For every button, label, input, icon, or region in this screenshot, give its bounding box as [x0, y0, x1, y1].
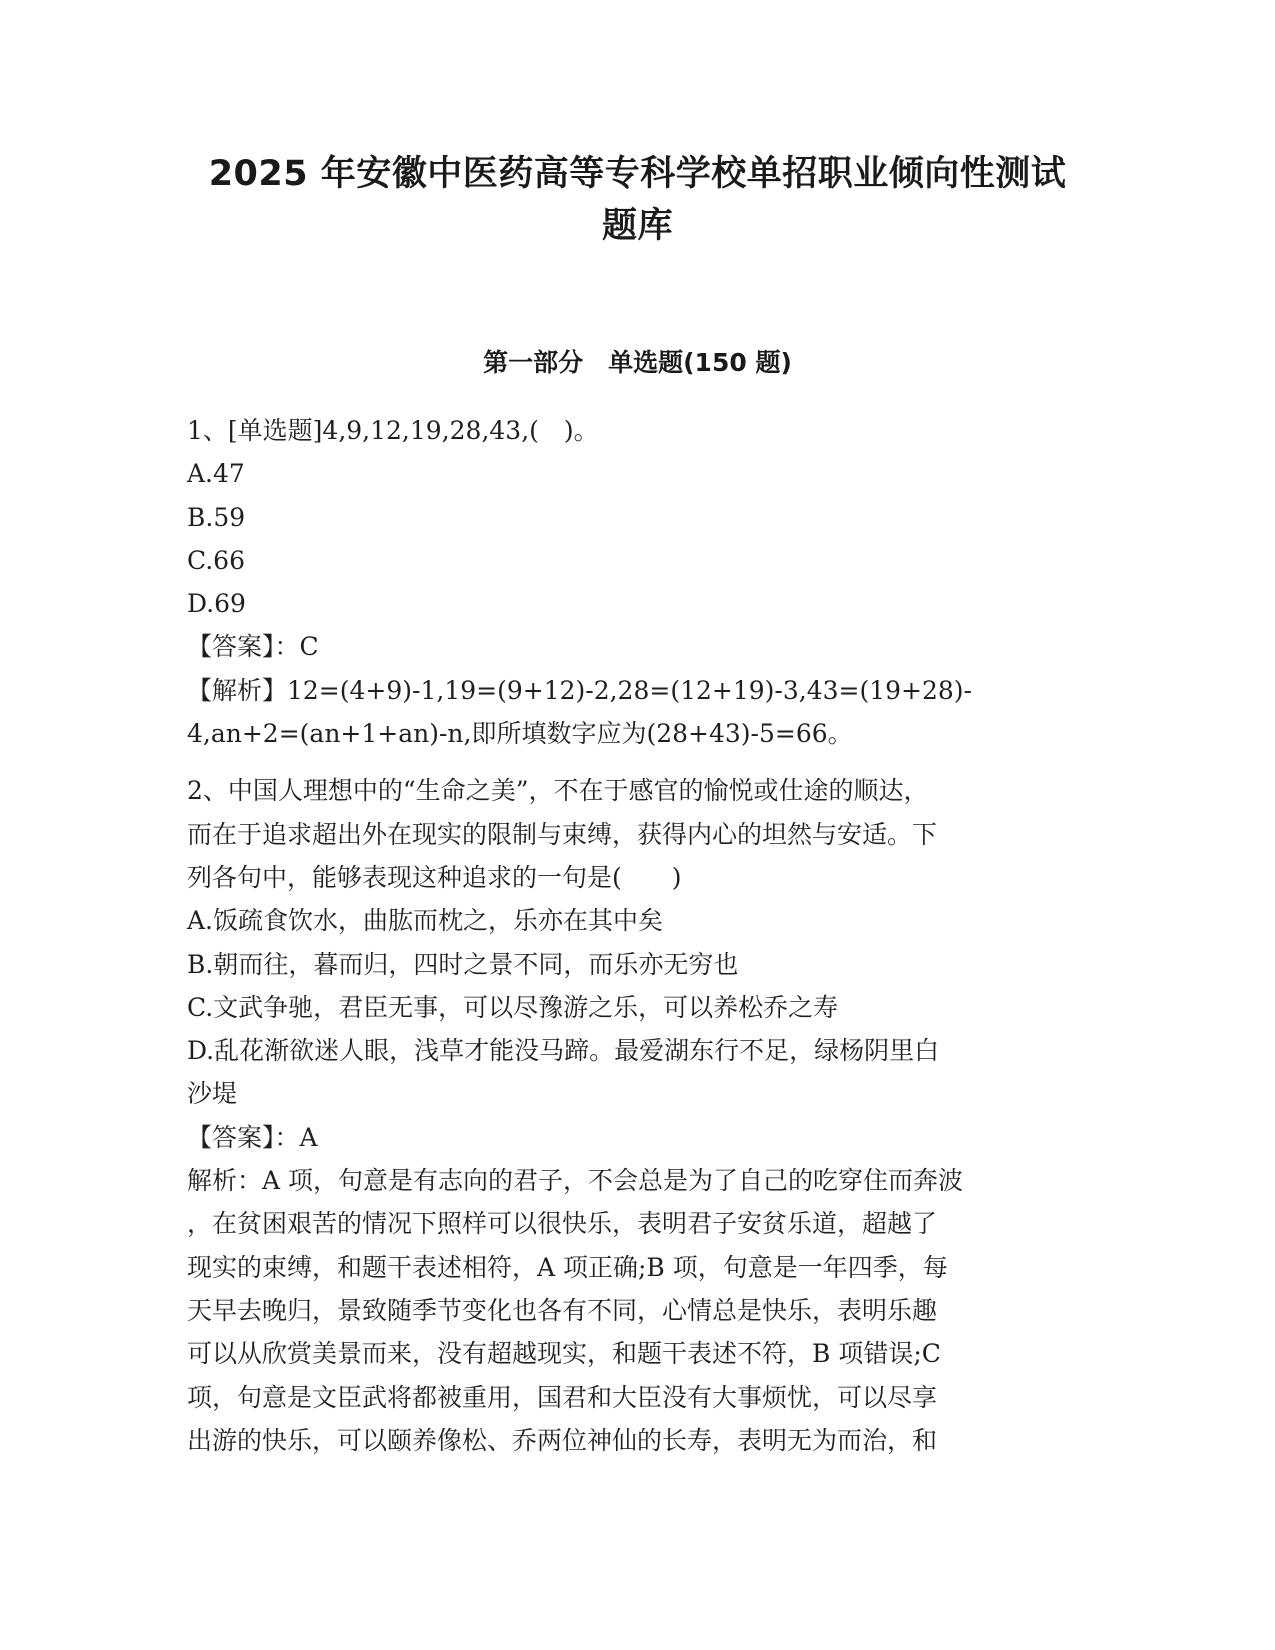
question-2-explanation-line: 项，句意是文臣武将都被重用，国君和大臣没有大事烦忧，可以尽享 [187, 1382, 938, 1412]
question-1-stem: 1、[单选题]4,9,12,19,28,43,( )。 [187, 416, 599, 445]
question-2-option-d: D.乱花渐欲迷人眼，浅草才能没马蹄。最爱湖东行不足，绿杨阴里白 [187, 1036, 940, 1066]
question-list [187, 409, 1087, 1462]
question-2-explanation-line: 现实的束缚，和题干表述相符，A 项正确;B 项，句意是一年四季，每 [187, 1252, 948, 1282]
question-2-stem-line: 而在于追求超出外在现实的限制与束缚，获得内心的坦然与安适。下 [187, 819, 938, 849]
document-title-line-1: 2025 年安徽中医药高等专科学校单招职业倾向性测试 [208, 154, 1067, 194]
question-1-explanation-line: 【解析】12=(4+9)-1,19=(9+12)-2,28=(12+19)-3,43=(19+28)- [187, 675, 972, 705]
question-2-option-b: B.朝而往，暮而归，四时之景不同，而乐亦无穷也 [187, 949, 739, 979]
question-2-stem-line: 列各句中，能够表现这种追求的一句是( ) [187, 862, 682, 892]
question-1-option-b: B.59 [187, 502, 246, 532]
question-1 [187, 409, 1087, 755]
question-separator [187, 755, 1087, 769]
question-2-explanation-line: 解析：A 项，句意是有志向的君子，不会总是为了自己的吃穿住而奔波 [187, 1166, 964, 1196]
document-title [140, 148, 1135, 252]
question-2-option-d-continued: 沙堤 [187, 1079, 238, 1109]
question-2-option-c: C.文武争驰，君臣无事，可以尽豫游之乐，可以养松乔之寿 [187, 992, 839, 1022]
question-1-explanation-line: 4,an+2=(an+1+an)-n,即所填数字应为(28+43)-5=66。 [187, 719, 853, 749]
question-1-option-a: A.47 [187, 459, 245, 489]
question-1-answer: 【答案】：C [187, 632, 319, 662]
question-2-explanation-line: 天早去晚归，景致随季节变化也各有不同，心情总是快乐，表明乐趣 [187, 1295, 938, 1325]
question-2-answer: 【答案】：A [187, 1122, 318, 1152]
question-2-option-a: A.饭疏食饮水，曲肱而枕之，乐亦在其中矣 [187, 906, 664, 936]
question-2-explanation-line: 可以从欣赏美景而来，没有超越现实，和题干表述不符，B 项错误;C [187, 1339, 941, 1369]
question-2-explanation-line: ，在贫困艰苦的情况下照样可以很快乐，表明君子安贫乐道，超越了 [187, 1209, 938, 1239]
section-heading: 第一部分 单选题(150 题) [483, 348, 792, 377]
document-title-line-2: 题库 [601, 206, 673, 246]
question-1-option-c: C.66 [187, 545, 245, 575]
question-2-explanation-line: 出游的快乐，可以颐养像松、乔两位神仙的长寿，表明无为而治，和 [187, 1425, 938, 1455]
question-2-stem-line: 2、中国人理想中的“生命之美”，不在于感官的愉悦或仕途的顺达， [187, 776, 929, 806]
question-2 [187, 769, 1087, 1462]
question-1-option-d: D.69 [187, 589, 246, 619]
